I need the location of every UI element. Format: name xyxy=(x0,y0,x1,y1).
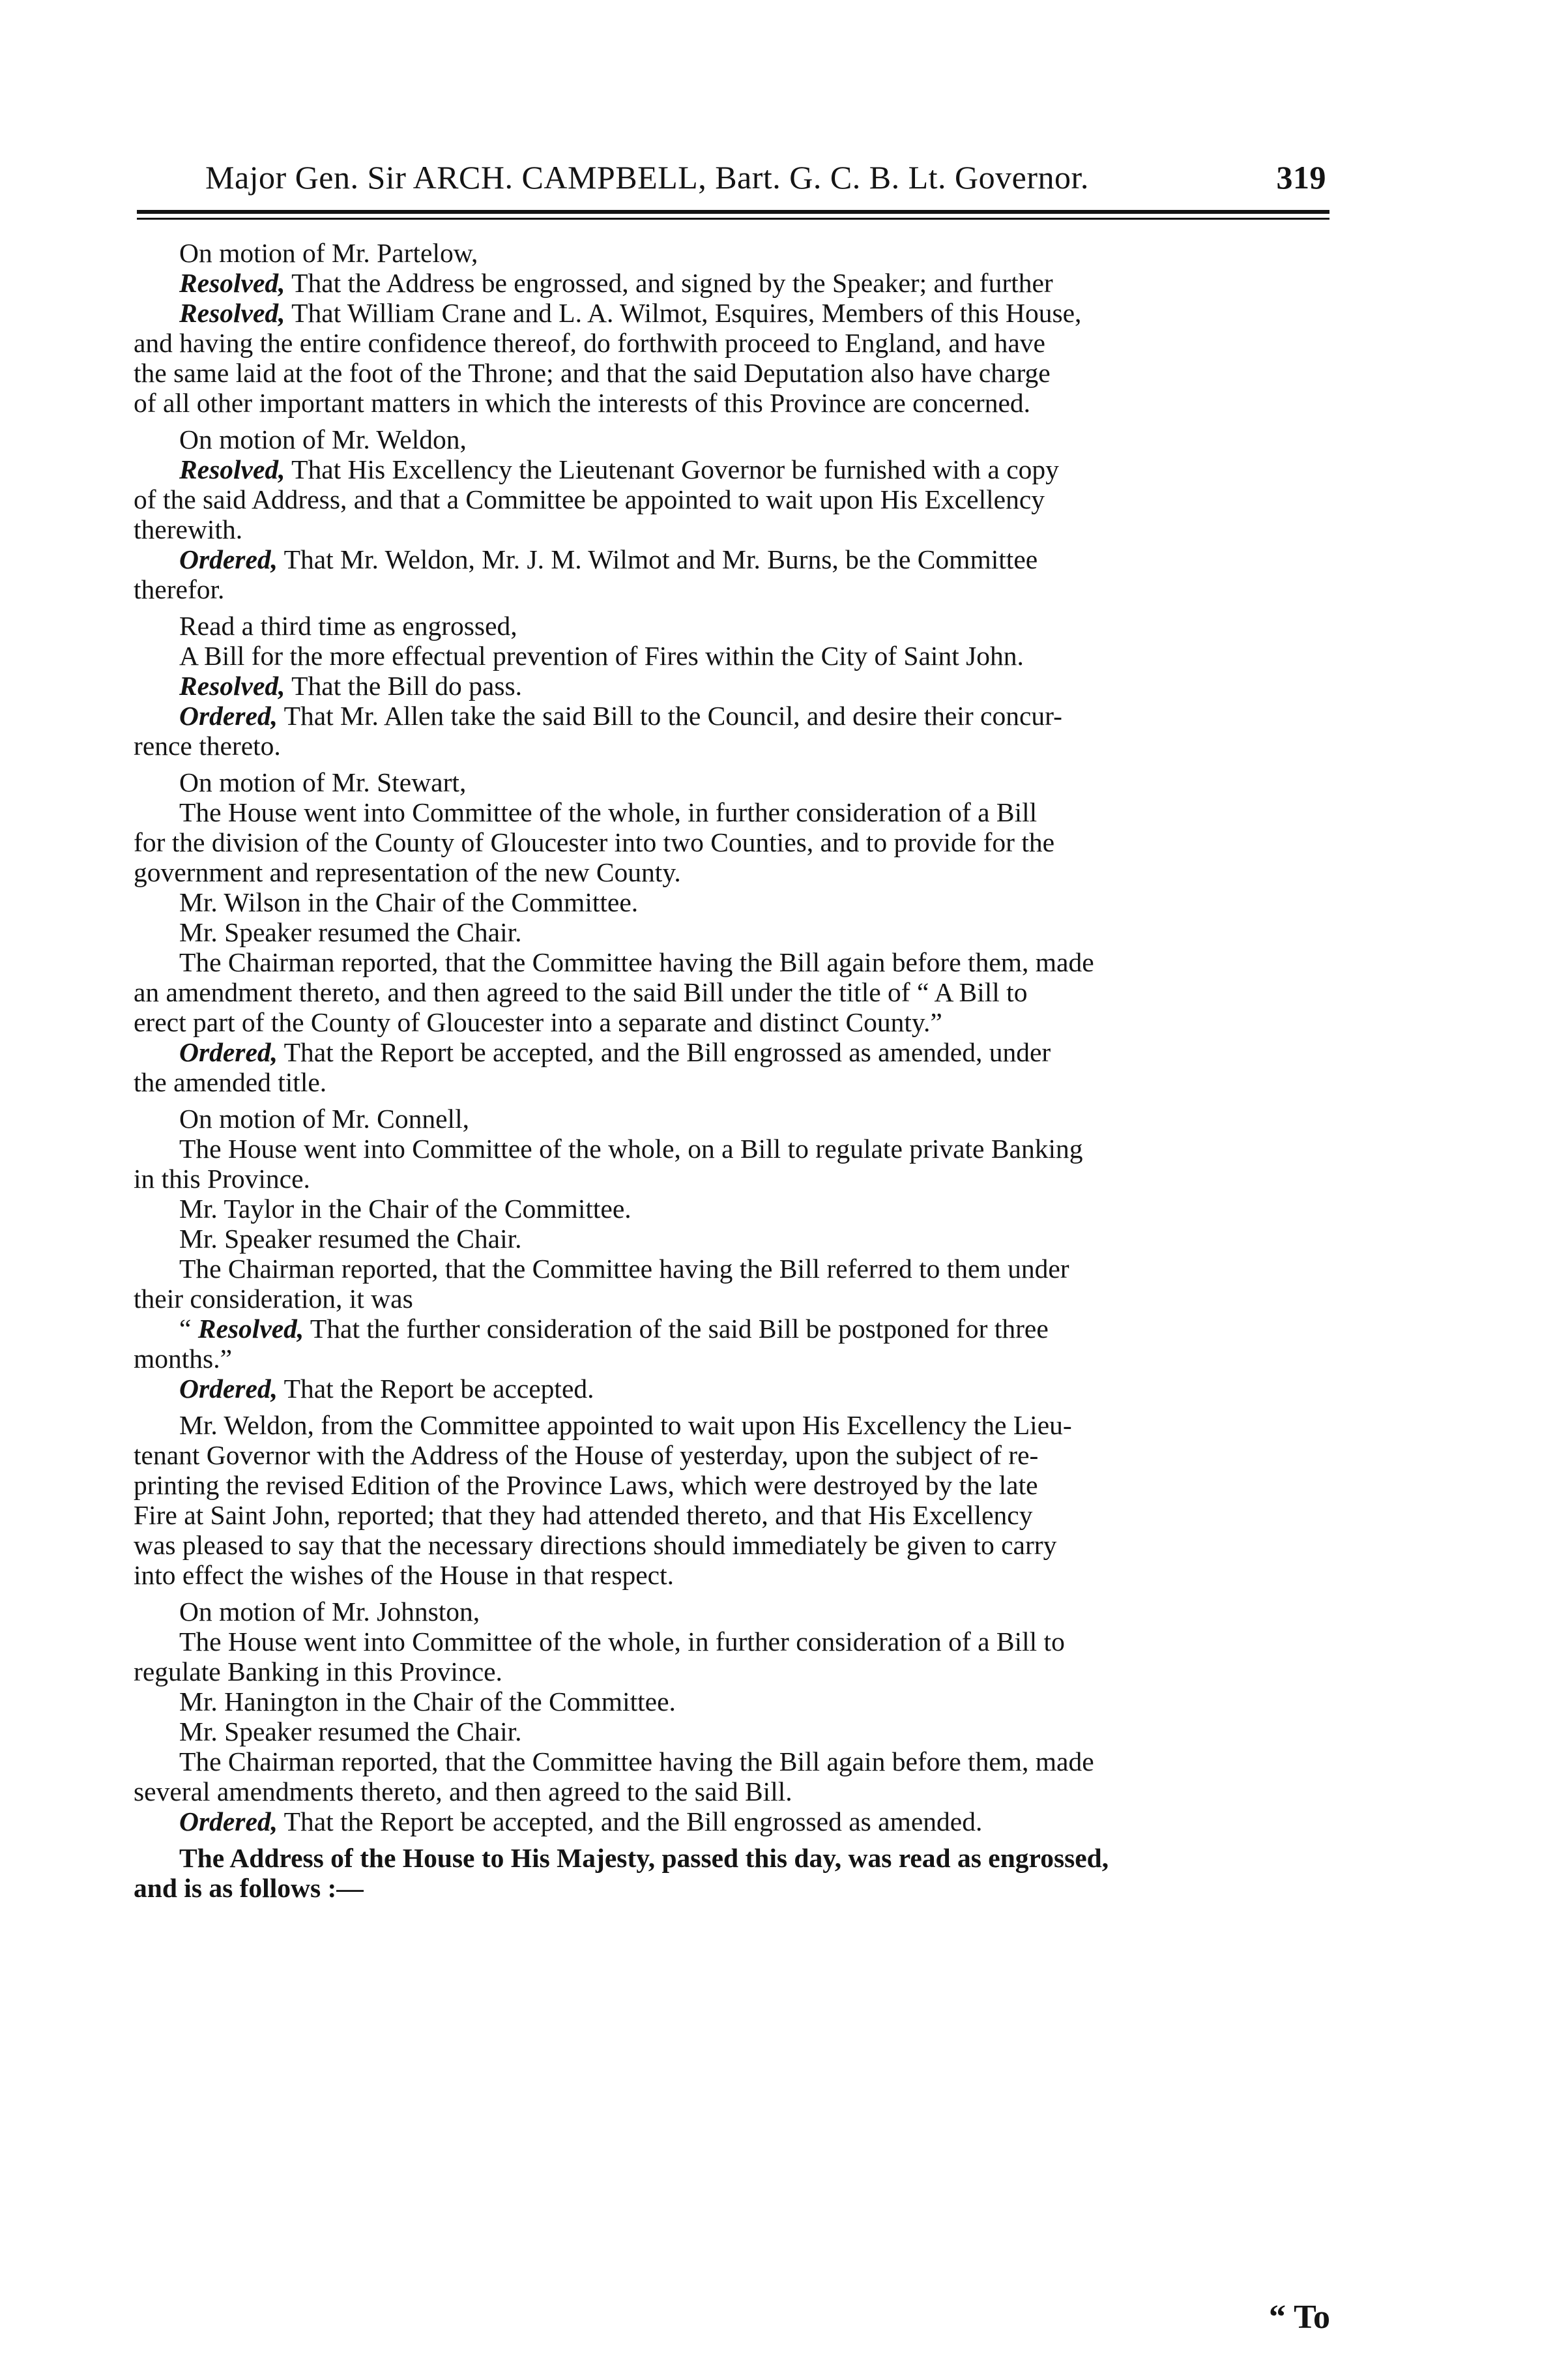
italic-lead: Resolved, xyxy=(197,1314,304,1344)
line-text: and is as follows :— xyxy=(134,1873,364,1903)
line-text: an amendment thereto, and then agreed to the said Bill under the title of “ A Bill to xyxy=(134,977,1028,1007)
text-line xyxy=(134,1627,1326,1657)
text-line xyxy=(134,1686,1326,1716)
line-text: Mr. Wilson in the Chair of the Committee. xyxy=(179,887,639,917)
italic-lead: Resolved, xyxy=(179,268,285,298)
line-text: That the Address be engrossed, and signed by the Speaker; and further xyxy=(285,268,1053,298)
line-text: printing the revised Edition of the Province Laws, which were destroyed by the late xyxy=(134,1470,1038,1500)
line-text: The Chairman reported, that the Committee having the Bill referred to them under xyxy=(179,1254,1069,1284)
text-line xyxy=(134,1843,1326,1873)
text-line xyxy=(134,268,1326,298)
text-line xyxy=(134,1224,1326,1254)
text-line xyxy=(134,1007,1326,1037)
text-line xyxy=(134,1560,1326,1590)
line-text: Read a third time as engrossed, xyxy=(179,611,517,641)
body-text xyxy=(134,238,1326,1903)
text-line xyxy=(134,454,1326,484)
italic-lead: Resolved, xyxy=(179,454,285,484)
text-line xyxy=(134,917,1326,947)
line-text: That William Crane and L. A. Wilmot, Esquires, Members of this House, xyxy=(285,298,1082,328)
line-text: Mr. Taylor in the Chair of the Committee. xyxy=(179,1194,632,1224)
text-line xyxy=(134,1314,1326,1344)
line-text: into effect the wishes of the House in that respect. xyxy=(134,1560,674,1590)
text-line xyxy=(134,1164,1326,1194)
text-line xyxy=(134,1500,1326,1530)
text-line xyxy=(134,1776,1326,1806)
line-text: the amended title. xyxy=(134,1067,327,1097)
text-line xyxy=(134,701,1326,731)
text-line xyxy=(134,238,1326,268)
text-line xyxy=(134,1037,1326,1067)
header-rule-thick xyxy=(137,210,1329,214)
text-line xyxy=(134,298,1326,328)
line-text: government and representation of the new County. xyxy=(134,857,681,887)
italic-lead: Ordered, xyxy=(179,701,278,731)
open-quote: “ xyxy=(179,1314,198,1344)
page-number: 319 xyxy=(1276,159,1326,196)
line-text: That the Report be accepted, and the Bill engrossed as amended, under xyxy=(278,1037,1051,1067)
line-text: That the Bill do pass. xyxy=(285,671,522,701)
text-line xyxy=(134,857,1326,887)
line-text: for the division of the County of Gloucester into two Counties, and to provide for the xyxy=(134,827,1055,857)
text-line xyxy=(134,1873,1326,1903)
text-line xyxy=(134,797,1326,827)
text-line xyxy=(134,767,1326,797)
text-line xyxy=(134,358,1326,388)
italic-lead: Ordered, xyxy=(179,1374,278,1404)
text-line xyxy=(134,574,1326,604)
line-text: therefor. xyxy=(134,574,225,604)
line-text: On motion of Mr. Weldon, xyxy=(179,424,467,454)
line-text: On motion of Mr. Johnston, xyxy=(179,1597,480,1627)
line-text: in this Province. xyxy=(134,1164,310,1194)
line-text: Mr. Weldon, from the Committee appointed to wait upon His Excellency the Lieu- xyxy=(179,1410,1072,1440)
text-line xyxy=(134,1194,1326,1224)
line-text: The Address of the House to His Majesty, passed this day, was read as engrossed, xyxy=(179,1843,1109,1873)
line-text: erect part of the County of Gloucester into a separate and distinct County.” xyxy=(134,1007,942,1037)
text-line xyxy=(134,544,1326,574)
text-line xyxy=(134,671,1326,701)
text-line xyxy=(134,1716,1326,1746)
text-line xyxy=(134,388,1326,418)
line-text: their consideration, it was xyxy=(134,1284,413,1314)
text-line xyxy=(134,1530,1326,1560)
text-line xyxy=(134,1597,1326,1627)
text-line xyxy=(134,1806,1326,1836)
text-line xyxy=(134,1104,1326,1134)
line-text: was pleased to say that the necessary directions should immediately be given to carry xyxy=(134,1530,1057,1560)
text-line xyxy=(134,1746,1326,1776)
line-text: Fire at Saint John, reported; that they had attended thereto, and that His Excellency xyxy=(134,1500,1033,1530)
text-line xyxy=(134,328,1326,358)
line-text: That His Excellency the Lieutenant Governor be furnished with a copy xyxy=(285,454,1059,484)
text-line xyxy=(134,1284,1326,1314)
line-text: That the Report be accepted, and the Bill engrossed as amended. xyxy=(278,1806,983,1836)
line-text: Mr. Hanington in the Chair of the Committee. xyxy=(179,1686,676,1716)
catchword: “ To xyxy=(1269,2299,1330,2336)
text-line xyxy=(134,514,1326,544)
text-line xyxy=(134,977,1326,1007)
header-rule-thin xyxy=(137,218,1329,220)
text-line xyxy=(134,1470,1326,1500)
line-text: The House went into Committee of the whole, in further consideration of a Bill to xyxy=(179,1627,1065,1657)
line-text: The Chairman reported, that the Committee having the Bill again before them, made xyxy=(179,947,1094,977)
line-text: That Mr. Weldon, Mr. J. M. Wilmot and Mr. Burns, be the Committee xyxy=(278,544,1038,574)
line-text: The House went into Committee of the whole, on a Bill to regulate private Banking xyxy=(179,1134,1083,1164)
italic-lead: Ordered, xyxy=(179,544,278,574)
italic-lead: Ordered, xyxy=(179,1037,278,1067)
line-text: of all other important matters in which the interests of this Province are concerned. xyxy=(134,388,1030,418)
line-text: rence thereto. xyxy=(134,731,281,761)
line-text: the same laid at the foot of the Throne; and that the said Deputation also have charge xyxy=(134,358,1051,388)
line-text: That the further consideration of the said Bill be postponed for three xyxy=(304,1314,1049,1344)
line-text: On motion of Mr. Partelow, xyxy=(179,238,478,268)
line-text: Mr. Speaker resumed the Chair. xyxy=(179,917,522,947)
line-text: of the said Address, and that a Committee be appointed to wait upon His Excellency xyxy=(134,484,1045,514)
line-text: regulate Banking in this Province. xyxy=(134,1657,502,1686)
line-text: On motion of Mr. Stewart, xyxy=(179,767,467,797)
line-text: Mr. Speaker resumed the Chair. xyxy=(179,1224,522,1254)
text-line xyxy=(134,731,1326,761)
line-text: The House went into Committee of the whole, in further consideration of a Bill xyxy=(179,797,1038,827)
text-line xyxy=(134,1410,1326,1440)
text-line xyxy=(134,1067,1326,1097)
italic-lead: Resolved, xyxy=(179,671,285,701)
line-text: tenant Governor with the Address of the House of yesterday, upon the subject of re- xyxy=(134,1440,1039,1470)
italic-lead: Resolved, xyxy=(179,298,285,328)
line-text: and having the entire confidence thereof, do forthwith proceed to England, and have xyxy=(134,328,1045,358)
text-line xyxy=(134,827,1326,857)
running-header xyxy=(205,156,1326,198)
text-line xyxy=(134,1254,1326,1284)
line-text: A Bill for the more effectual prevention of Fires within the City of Saint John. xyxy=(179,641,1024,671)
text-line xyxy=(134,484,1326,514)
running-title: Major Gen. Sir ARCH. CAMPBELL, Bart. G. C. B. Lt. Governor. xyxy=(205,159,1089,196)
line-text: Mr. Speaker resumed the Chair. xyxy=(179,1716,522,1746)
text-line xyxy=(134,1374,1326,1404)
italic-lead: Ordered, xyxy=(179,1806,278,1836)
text-line xyxy=(134,424,1326,454)
text-line xyxy=(134,1657,1326,1686)
text-line xyxy=(134,1134,1326,1164)
text-line xyxy=(134,1344,1326,1374)
line-text: On motion of Mr. Connell, xyxy=(179,1104,469,1134)
text-line xyxy=(134,1440,1326,1470)
text-line xyxy=(134,947,1326,977)
text-line xyxy=(134,641,1326,671)
line-text: That Mr. Allen take the said Bill to the Council, and desire their concur- xyxy=(278,701,1062,731)
line-text: The Chairman reported, that the Committee having the Bill again before them, made xyxy=(179,1746,1094,1776)
line-text: several amendments thereto, and then agreed to the said Bill. xyxy=(134,1776,792,1806)
text-line xyxy=(134,611,1326,641)
line-text: That the Report be accepted. xyxy=(278,1374,594,1404)
text-line xyxy=(134,887,1326,917)
line-text: therewith. xyxy=(134,514,243,544)
line-text: months.” xyxy=(134,1344,233,1374)
